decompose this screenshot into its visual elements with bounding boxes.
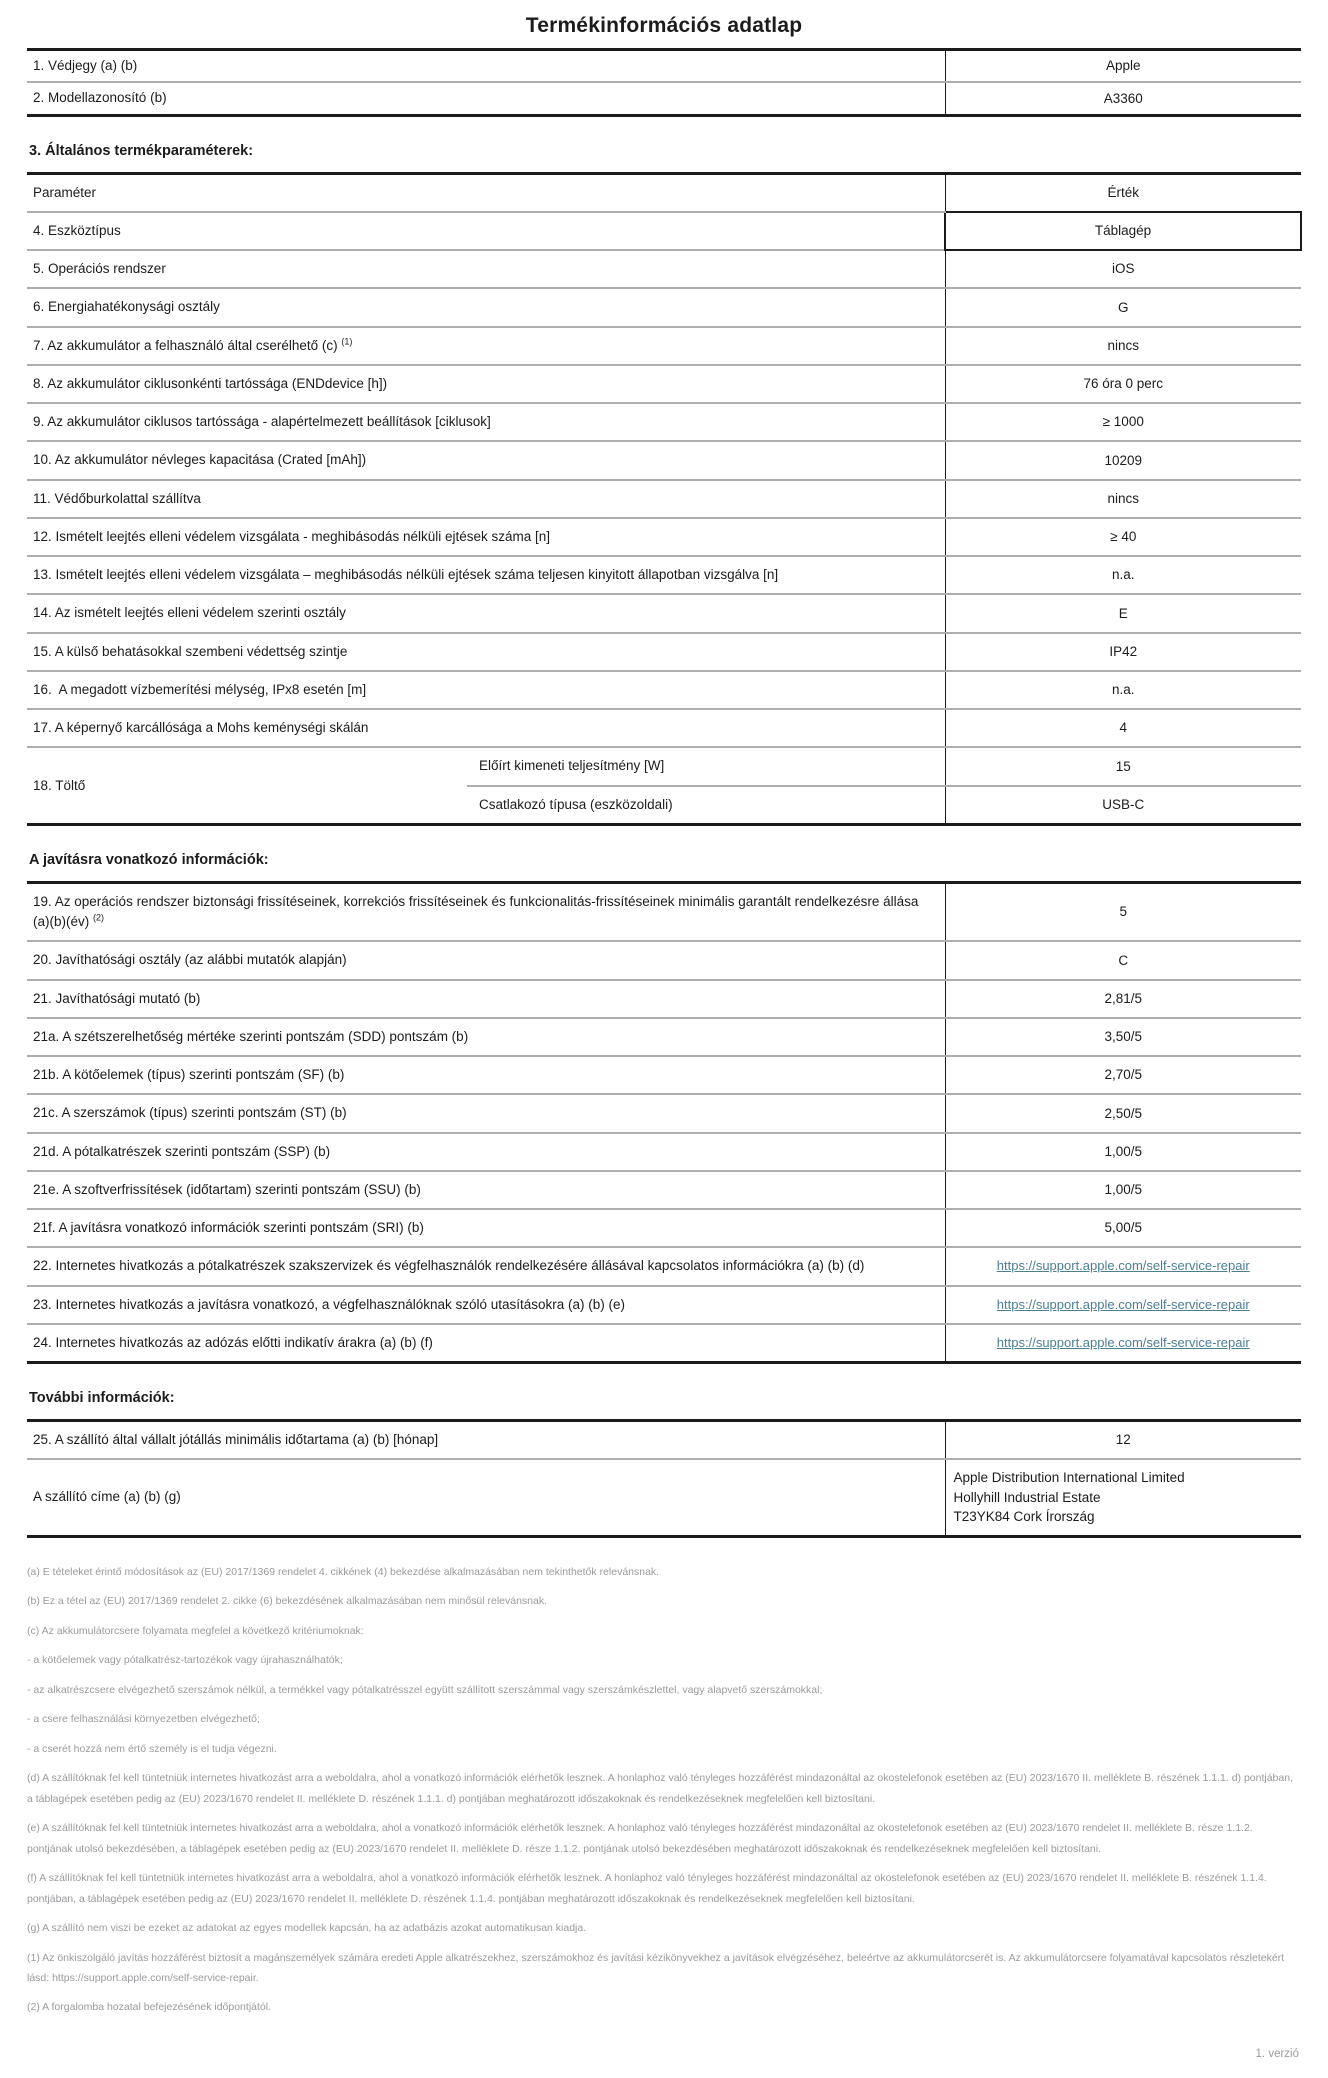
param-label: 21. Javíthatósági mutató (b) (27, 980, 945, 1018)
param-label: 20. Javíthatósági osztály (az alábbi mutatók alapján) (27, 941, 945, 979)
param-value: 10209 (945, 441, 1301, 479)
footnote-c-item: - a cserét hozzá nem értő személy is el tudja végezni. (27, 1742, 277, 1755)
param-label: 9. Az akkumulátor ciklusos tartóssága - alapértelmezett beállítások [ciklusok] (27, 403, 945, 441)
table-row (27, 1171, 1301, 1209)
table-row (27, 941, 1301, 979)
charger-sub-value: USB-C (945, 786, 1301, 825)
table-row (27, 365, 1301, 403)
param-label: 21a. A szétszerelhetőség mértéke szerinti pontszám (SDD) pontszám (b) (27, 1018, 945, 1056)
supplier-address-line: Apple Distribution International Limited (953, 1470, 1185, 1486)
param-value: 4 (945, 709, 1301, 747)
table-row (27, 50, 1301, 83)
param-label: 1. Védjegy (a) (b) (33, 58, 138, 73)
footnote-c-item: - a csere felhasználási környezetben elvégezhető; (27, 1713, 260, 1726)
table-row (27, 980, 1301, 1018)
table-row-supplier (27, 1459, 1301, 1536)
param-value: 5,00/5 (945, 1209, 1301, 1247)
device-type-value: Táblagép (945, 212, 1301, 250)
additional-info-table (27, 1419, 1301, 1538)
charger-sub-value: 15 (945, 747, 1301, 785)
param-value (945, 1324, 1301, 1363)
table-row (27, 1056, 1301, 1094)
param-label-charger: 18. Töltő (27, 747, 467, 824)
param-label: 24. Internetes hivatkozás az adózás előtti indikatív árakra (a) (b) (f) (27, 1324, 945, 1363)
param-value: 2,70/5 (945, 1056, 1301, 1094)
param-value: IP42 (945, 633, 1301, 671)
param-value: 76 óra 0 perc (945, 365, 1301, 403)
footnote-c: (c) Az akkumulátorcsere folyamata megfelel a következő kritériumoknak: (27, 1624, 364, 1637)
param-value: Apple (945, 50, 1301, 83)
param-value: ≥ 40 (945, 518, 1301, 556)
param-value: 3,50/5 (945, 1018, 1301, 1056)
table-row (27, 250, 1301, 288)
param-value: E (945, 594, 1301, 632)
param-value: 2,81/5 (945, 980, 1301, 1018)
param-label: 2. Modellazonosító (b) (27, 82, 945, 115)
supplier-address-line: T23YK84 Cork Írország (953, 1509, 1095, 1525)
footnote-e: (e) A szállítóknak fel kell tüntetniük internetes hivatkozást arra a weboldalra, ahol a vonatkozó információk elérhetők lesznek. A honlaphoz való tényleges hozzáférést mindazonáltal az okostelefonok esetében az (EU) 2023/1670 rendelet II. melléklete B. része 1.1.2. pontjának utolsó bekezdésében, a táblagépek esetében pedig az (EU) 2023/1670 rendelet II. melléklete D. része 1.1.2. pontjának utolsó bekezdésében meghatározott időszakoknak és rendelkezéseknek megfelelően kell biztosítani. (27, 1822, 1253, 1855)
footnote-ref-2: (2) (93, 912, 104, 923)
section-heading-general: 3. Általános termékparaméterek: (29, 142, 254, 159)
param-label: 21f. A javításra vonatkozó információk szerinti pontszám (SRI) (b) (27, 1209, 945, 1247)
footnote-ref-1: (1) (341, 336, 353, 346)
table-row (27, 1133, 1301, 1171)
repair-info-table (27, 881, 1301, 1364)
footnotes-block (27, 1562, 1301, 2018)
param-value: n.a. (945, 671, 1301, 709)
param-value: G (945, 288, 1301, 326)
page-title: Termékinformációs adatlap (525, 14, 803, 37)
table-row (27, 556, 1301, 594)
param-label: 4. Eszköztípus (27, 212, 945, 250)
section-heading-repair: A javításra vonatkozó információk: (29, 851, 269, 868)
param-value: n.a. (945, 556, 1301, 594)
param-label: 15. A külső behatásokkal szembeni védettség szintje (27, 633, 945, 671)
table-row (27, 403, 1301, 441)
param-label: 17. A képernyő karcállósága a Mohs keménységi skálán (27, 709, 945, 747)
footnote-c-item: - a kötőelemek vagy pótalkatrész-tartozékok vagy újrahasználhatók; (27, 1654, 343, 1667)
param-value: 12 (945, 1421, 1301, 1460)
param-value: ≥ 1000 (945, 403, 1301, 441)
param-value: iOS (945, 250, 1301, 288)
footnote-c-item: - az alkatrészcsere elvégezhető szerszámok nélkül, a termékkel vagy pótalkatrésszel együtt szállított szerszámmal vagy szerszámkészlettel, vagy alapvető szerszámokkal; (27, 1683, 823, 1696)
general-parameters-table (27, 172, 1302, 826)
param-value: 1,00/5 (945, 1133, 1301, 1171)
param-value: C (945, 941, 1301, 979)
table-row (27, 1421, 1301, 1460)
param-value: A3360 (945, 82, 1301, 115)
charger-sub-label: Csatlakozó típusa (eszközoldali) (467, 786, 945, 825)
table-row (27, 1286, 1301, 1324)
param-label: 8. Az akkumulátor ciklusonkénti tartóssága (ENDdevice [h]) (27, 365, 945, 403)
param-label: 7. Az akkumulátor a felhasználó által cserélhető (c) $^{(1)}$ (27, 327, 945, 365)
spare-parts-link[interactable]: https://support.apple.com/self-service-repair (996, 1258, 1250, 1274)
identification-table (27, 48, 1301, 117)
param-value: 5 (945, 882, 1301, 941)
table-row (27, 671, 1301, 709)
column-header-parameter: Paraméter (33, 184, 97, 200)
table-row (27, 1247, 1301, 1285)
footnote-1: (1) Az önkiszolgáló javítás hozzáférést biztosít a magánszemélyek számára eredeti Apple alkatrészekhez, szerszámokhoz és javítási kézikönyvekhez a javítások elvégzéséhez, beleértve az akkumulátorcserét is. Az akkumulátorcsere folyamatával kapcsolatos részletekért lásd: https://support.apple.com/self-service-repair. (27, 1951, 1285, 1984)
param-label: 16. A megadott vízbemerítési mélység, IPx8 esetén [m] (27, 671, 945, 709)
param-label: 22. Internetes hivatkozás a pótalkatrészek szakszervizek és végfelhasználók rendelkezésére állásával kapcsolatos információkra (a) (b) (d) (27, 1247, 945, 1285)
footnote-f: (f) A szállítóknak fel kell tüntetniük internetes hivatkozást arra a weboldalra, ahol a vonatkozó információk elérhetők lesznek. A honlaphoz való tényleges hozzáférést mindazonáltal az okostelefonok esetében az (EU) 2023/1670 rendelet II. melléklete B. részének 1.1.4. pontjában, a táblagépek esetében pedig az (EU) 2023/1670 rendelet II. melléklete D. részének 1.1.4. pontjában meghatározott időszakoknak és rendelkezéseknek megfelelően kell biztosítani. (27, 1872, 1267, 1905)
param-label: 25. A szállító által vállalt jótállás minimális időtartama (a) (b) [hónap] (33, 1432, 439, 1447)
param-label: 10. Az akkumulátor névleges kapacitása (Crated [mAh]) (27, 441, 945, 479)
table-row (27, 1209, 1301, 1247)
charger-sub-label: Előírt kimeneti teljesítmény [W] (467, 747, 945, 785)
table-header-row (27, 173, 1301, 212)
repair-instructions-link[interactable]: https://support.apple.com/self-service-repair (996, 1296, 1250, 1312)
section-heading-additional: További információk: (29, 1390, 175, 1406)
param-value: 1,00/5 (945, 1171, 1301, 1209)
param-label: 21b. A kötőelemek (típus) szerinti pontszám (SF) (b) (27, 1056, 945, 1094)
supplier-address-line: Hollyhill Industrial Estate (953, 1489, 1101, 1505)
table-row (27, 1094, 1301, 1132)
footnote-g: (g) A szállító nem viszi be ezeket az adatokat az egyes modellek kapcsán, ha az adatbázis azokat automatikusan kiadja. (27, 1922, 587, 1935)
param-label: 12. Ismételt leejtés elleni védelem vizsgálata - meghibásodás nélküli ejtések száma [n] (27, 518, 945, 556)
table-row (27, 633, 1301, 671)
table-row (27, 441, 1301, 479)
column-header-value: Érték (945, 173, 1301, 212)
param-label: 21c. A szerszámok (típus) szerinti pontszám (ST) (b) (27, 1094, 945, 1132)
table-row (27, 709, 1301, 747)
footnote-a: (a) E tételeket érintő módosítások az (EU) 2017/1369 rendelet 4. cikkének (4) bekezdése alkalmazásában nem tekinthetők relevánsnak. (27, 1565, 660, 1578)
footnote-2: (2) A forgalomba hozatal befejezésének időpontjától. (27, 2001, 271, 2014)
version-label: 1. verzió (1255, 2047, 1299, 2060)
pretax-prices-link[interactable]: https://support.apple.com/self-service-repair (996, 1334, 1250, 1350)
table-row (27, 594, 1301, 632)
param-value (945, 1247, 1301, 1285)
param-label: A szállító címe (a) (b) (g) (27, 1459, 945, 1536)
table-row (27, 1324, 1301, 1363)
table-row (27, 1018, 1301, 1056)
table-row (27, 882, 1301, 941)
param-label: 23. Internetes hivatkozás a javításra vonatkozó, a végfelhasználóknak szóló utasításokra (a) (b) (e) (27, 1286, 945, 1324)
table-row (27, 518, 1301, 556)
footnote-d: (d) A szállítóknak fel kell tüntetniük internetes hivatkozást arra a weboldalra, ahol a vonatkozó információk elérhetők lesznek. A honlaphoz való tényleges hozzáférést mindazonáltal az okostelefonok esetében az (EU) 2023/1670 II. melléklete B. részének 1.1.1. d) pontjában, a táblagépek esetében pedig az (EU) 2023/1670 rendelet II. melléklete D. részének 1.1.1. d) pontjában meghatározott időszakoknak és rendelkezéseknek megfelelően kell biztosítani. (27, 1772, 1293, 1805)
param-value: nincs (945, 480, 1301, 518)
table-row (27, 212, 1301, 250)
param-value: nincs (945, 327, 1301, 365)
table-row (27, 288, 1301, 326)
table-row (27, 82, 1301, 115)
param-label: 19. Az operációs rendszer biztonsági frissítéseinek, korrekciós frissítéseinek és funkcionalitás-frissítéseinek minimális garantált rendelkezésre állása (a)(b)(év) $^{(2)}$ (33, 893, 923, 929)
supplier-address (945, 1459, 1301, 1536)
footnote-b: (b) Ez a tétel az (EU) 2017/1369 rendelet 2. cikke (6) bekezdésének alkalmazásában nem minősül relevánsnak. (27, 1595, 548, 1608)
table-row-charger (27, 747, 1301, 785)
param-label: 13. Ismételt leejtés elleni védelem vizsgálata – meghibásodás nélküli ejtések száma teljesen kinyitott állapotban vizsgálva [n] (27, 556, 945, 594)
param-label: 11. Védőburkolattal szállítva (27, 480, 945, 518)
param-label: 5. Operációs rendszer (27, 250, 945, 288)
param-value (945, 1286, 1301, 1324)
table-row (27, 480, 1301, 518)
table-row (27, 327, 1301, 365)
param-label: 21d. A pótalkatrészek szerinti pontszám (SSP) (b) (27, 1133, 945, 1171)
param-value: 2,50/5 (945, 1094, 1301, 1132)
param-label: 14. Az ismételt leejtés elleni védelem szerinti osztály (27, 594, 945, 632)
param-label: 6. Energiahatékonysági osztály (27, 288, 945, 326)
param-label: 21e. A szoftverfrissítések (időtartam) szerinti pontszám (SSU) (b) (27, 1171, 945, 1209)
